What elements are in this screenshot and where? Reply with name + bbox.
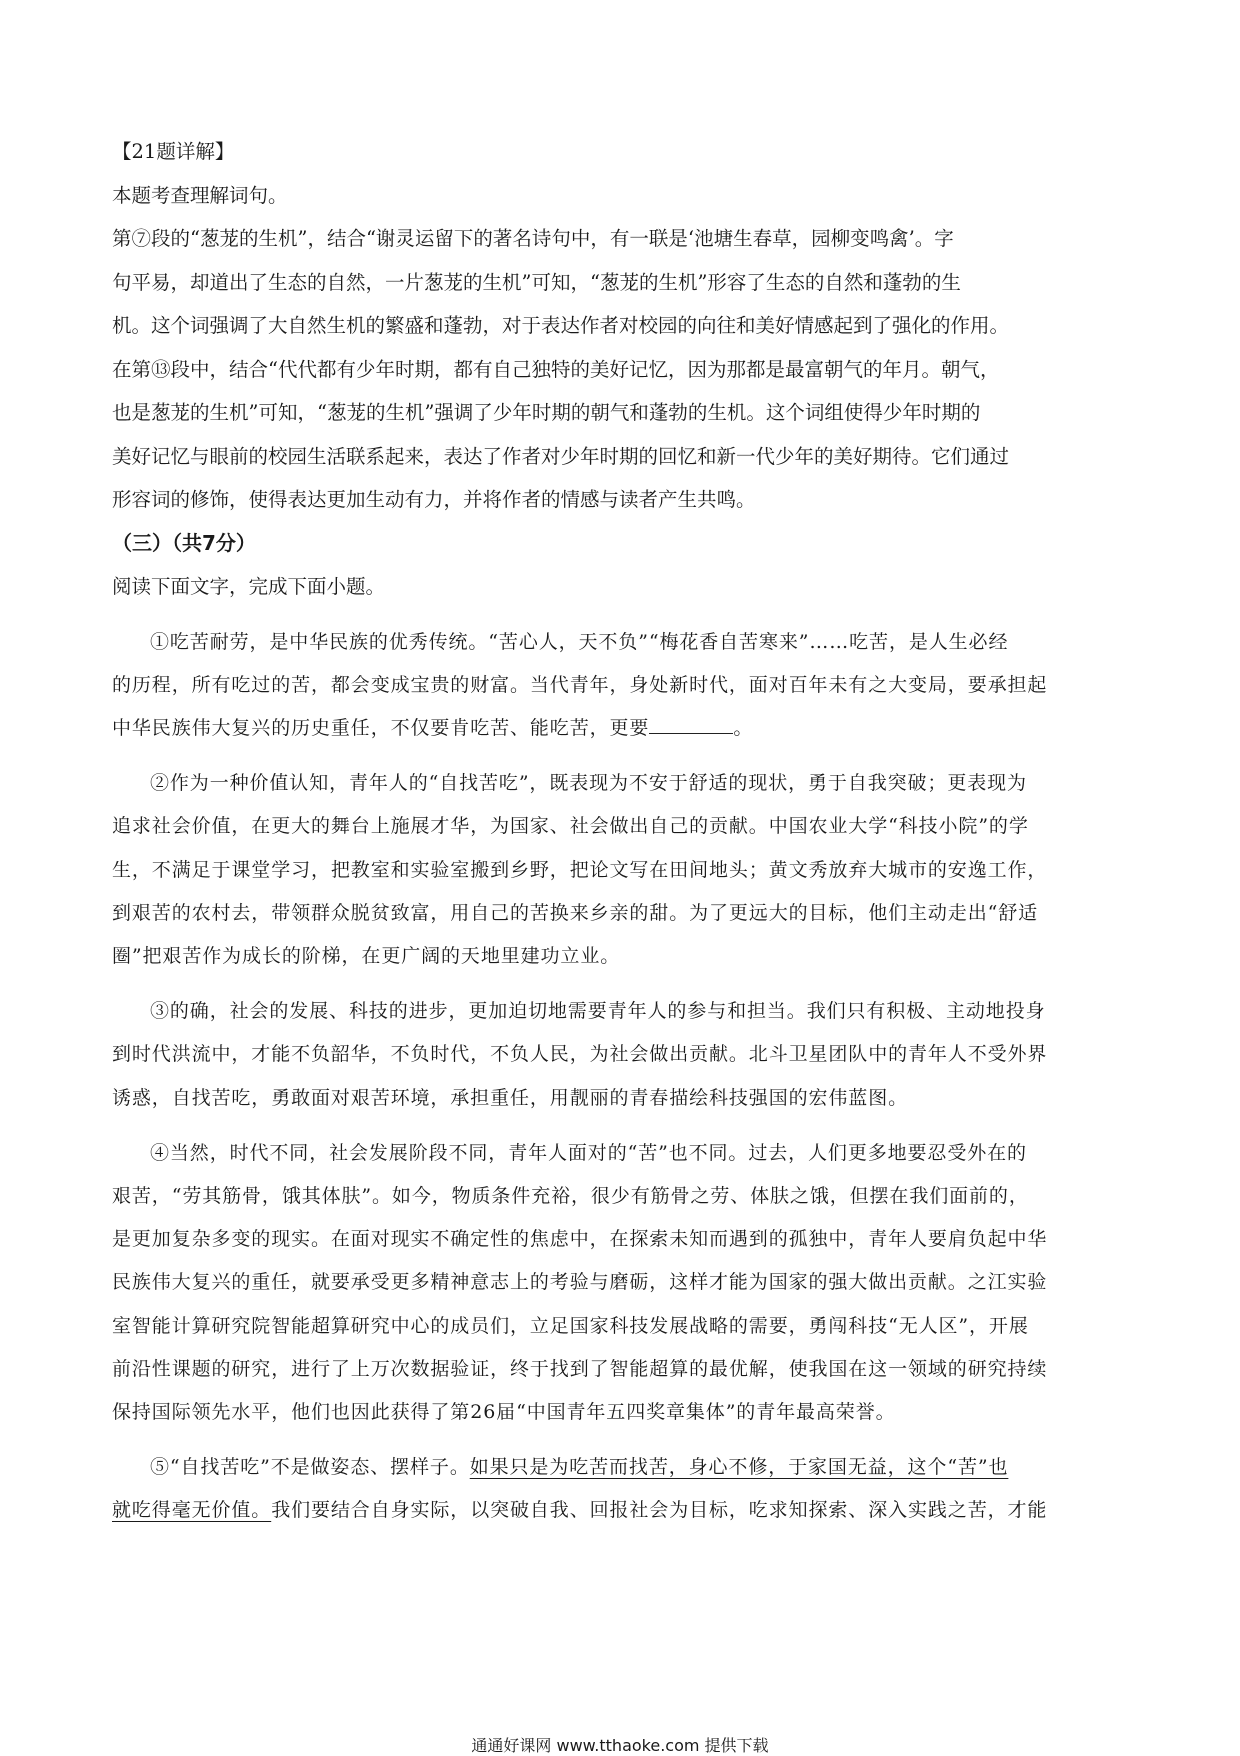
paragraph-4-line: 艰苦，“劳其筋骨，饿其体肤”。如今，物质条件充裕，很少有筋骨之劳、体肤之饿，但摆在我们面前的， <box>112 1184 1029 1207</box>
paragraph-1-line: 的历程，所有吃过的苦，都会变成宝贵的财富。当代青年，身处新时代，面对百年未有之大变局，要承担起 <box>112 673 1048 696</box>
paragraph-1-end: 。 <box>733 716 754 739</box>
paragraph-4-line: 保持国际领先水平，他们也因此获得了第26届“中国青年五四奖章集体”的青年最高荣誉。 <box>112 1400 896 1423</box>
underlined-sentence: 如果只是为吃苦而找苦，身心不修，于家国无益，这个“苦”也 <box>469 1456 1009 1479</box>
paragraph-3-line: 诱惑，自找苦吃，勇敢面对艰苦环境，承担重任，用靓丽的青春描绘科技强国的宏伟蓝图。 <box>112 1086 909 1109</box>
paragraph-5-line <box>112 1489 1132 1532</box>
paragraph-1-line: ①吃苦耐劳，是中华民族的优秀传统。“苦心人，天不负”“梅花香自苦寒来”……吃苦，是人生必经 <box>150 630 1009 653</box>
paragraph-1-text: 中华民族伟大复兴的历史重任，不仅要肯吃苦、能吃苦，更要 <box>112 716 650 739</box>
answer-explanation <box>112 130 1132 522</box>
paragraph-4-line: ④当然，时代不同，社会发展阶段不同，青年人面对的“苦”也不同。过去，人们更多地要忍受外在的 <box>150 1141 1027 1164</box>
paragraph-4-line: 前沿性课题的研究，进行了上万次数据验证，终于找到了智能超算的最优解，使我国在这一领域的研究持续 <box>112 1357 1048 1380</box>
fill-in-blank <box>649 715 733 734</box>
section-title: （三）（共7分） <box>112 530 256 555</box>
explanation-line: 在第⑬段中，结合“代代都有少年时期，都有自己独特的美好记忆，因为那都是最富朝气的年月。朝气， <box>112 357 1000 381</box>
paragraph-5-text: ⑤“自找苦吃”不是做姿态、摆样子。 <box>150 1456 470 1479</box>
paragraph-5-text: 我们要结合自身实际，以突破自我、回报社会为目标，吃求知探索、深入实践之苦，才能 <box>271 1499 1048 1522</box>
section-instruction: 阅读下面文字，完成下面小题。 <box>112 575 386 598</box>
explanation-line: 第⑦段的“葱茏的生机”，结合“谢灵运留下的著名诗句中，有一联是‘池塘生春草，园柳变鸣禽’。字 <box>112 227 954 250</box>
explanation-line: 美好记忆与眼前的校园生活联系起来，表达了作者对少年时期的回忆和新一代少年的美好期待。它们通过 <box>112 444 1010 468</box>
explanation-heading: 【21题详解】 <box>112 140 235 163</box>
explanation-line: 本题考查理解词句。 <box>112 183 288 207</box>
paragraph-3-line: ③的确，社会的发展、科技的进步，更加迫切地需要青年人的参与和担当。我们只有积极、主动地投身 <box>150 1000 1046 1023</box>
paragraph-2-line: 圈”把艰苦作为成长的阶梯，在更广阔的天地里建功立业。 <box>112 944 621 967</box>
reading-passage <box>112 609 1132 1533</box>
paragraph-2-line: 追求社会价值，在更大的舞台上施展才华，为国家、社会做出自己的贡献。中国农业大学“科技小院”的学 <box>112 815 1029 838</box>
underlined-sentence-end: 就吃得毫无价值。 <box>112 1499 272 1522</box>
page-footer: 通通好课网 www.tthaoke.com 提供下载 <box>471 1736 769 1755</box>
explanation-line: 机。这个词强调了大自然生机的繁盛和蓬勃，对于表达作者对校园的向往和美好情感起到了强化的作用。 <box>112 314 1010 337</box>
paragraph-4-line: 室智能计算研究院智能超算研究中心的成员们，立足国家科技发展战略的需要，勇闯科技“无人区”，开展 <box>112 1314 1029 1337</box>
paragraph-1-line <box>112 707 1132 750</box>
paragraph-3-line: 到时代洪流中，才能不负韶华，不负时代，不负人民，为社会做出贡献。北斗卫星团队中的青年人不受外界 <box>112 1043 1048 1066</box>
paragraph-4-line: 是更加复杂多变的现实。在面对现实不确定性的焦虑中，在探索未知而遇到的孤独中，青年人要肩负起中华 <box>112 1228 1048 1251</box>
explanation-line: 也是葱茏的生机”可知，“葱茏的生机”强调了少年时期的朝气和蓬勃的生机。这个词组使得少年时期的 <box>112 401 981 424</box>
paragraph-5-line <box>112 1446 1132 1489</box>
paragraph-4-line: 民族伟大复兴的重任，就要承受更多精神意志上的考验与磨砺，这样才能为国家的强大做出贡献。之江实验 <box>112 1271 1048 1294</box>
paragraph-2-line: ②作为一种价值认知，青年人的“自找苦吃”，既表现为不安于舒适的现状，勇于自我突破；更表现为 <box>150 772 1027 795</box>
explanation-line: 句平易，却道出了生态的自然，一片葱茏的生机”可知，“葱茏的生机”形容了生态的自然和蓬勃的生 <box>112 270 961 294</box>
paragraph-2-line: 生，不满足于课堂学习，把教室和实验室搬到乡野，把论文写在田间地头；黄文秀放弃大城市的安逸工作， <box>112 858 1048 881</box>
explanation-line: 形容词的修饰，使得表达更加生动有力，并将作者的情感与读者产生共鸣。 <box>112 488 756 511</box>
paragraph-2-line: 到艰苦的农村去，带领群众脱贫致富，用自己的苦换来乡亲的甜。为了更远大的目标，他们主动走出“舒适 <box>112 901 1039 924</box>
document-page <box>112 130 1132 1533</box>
